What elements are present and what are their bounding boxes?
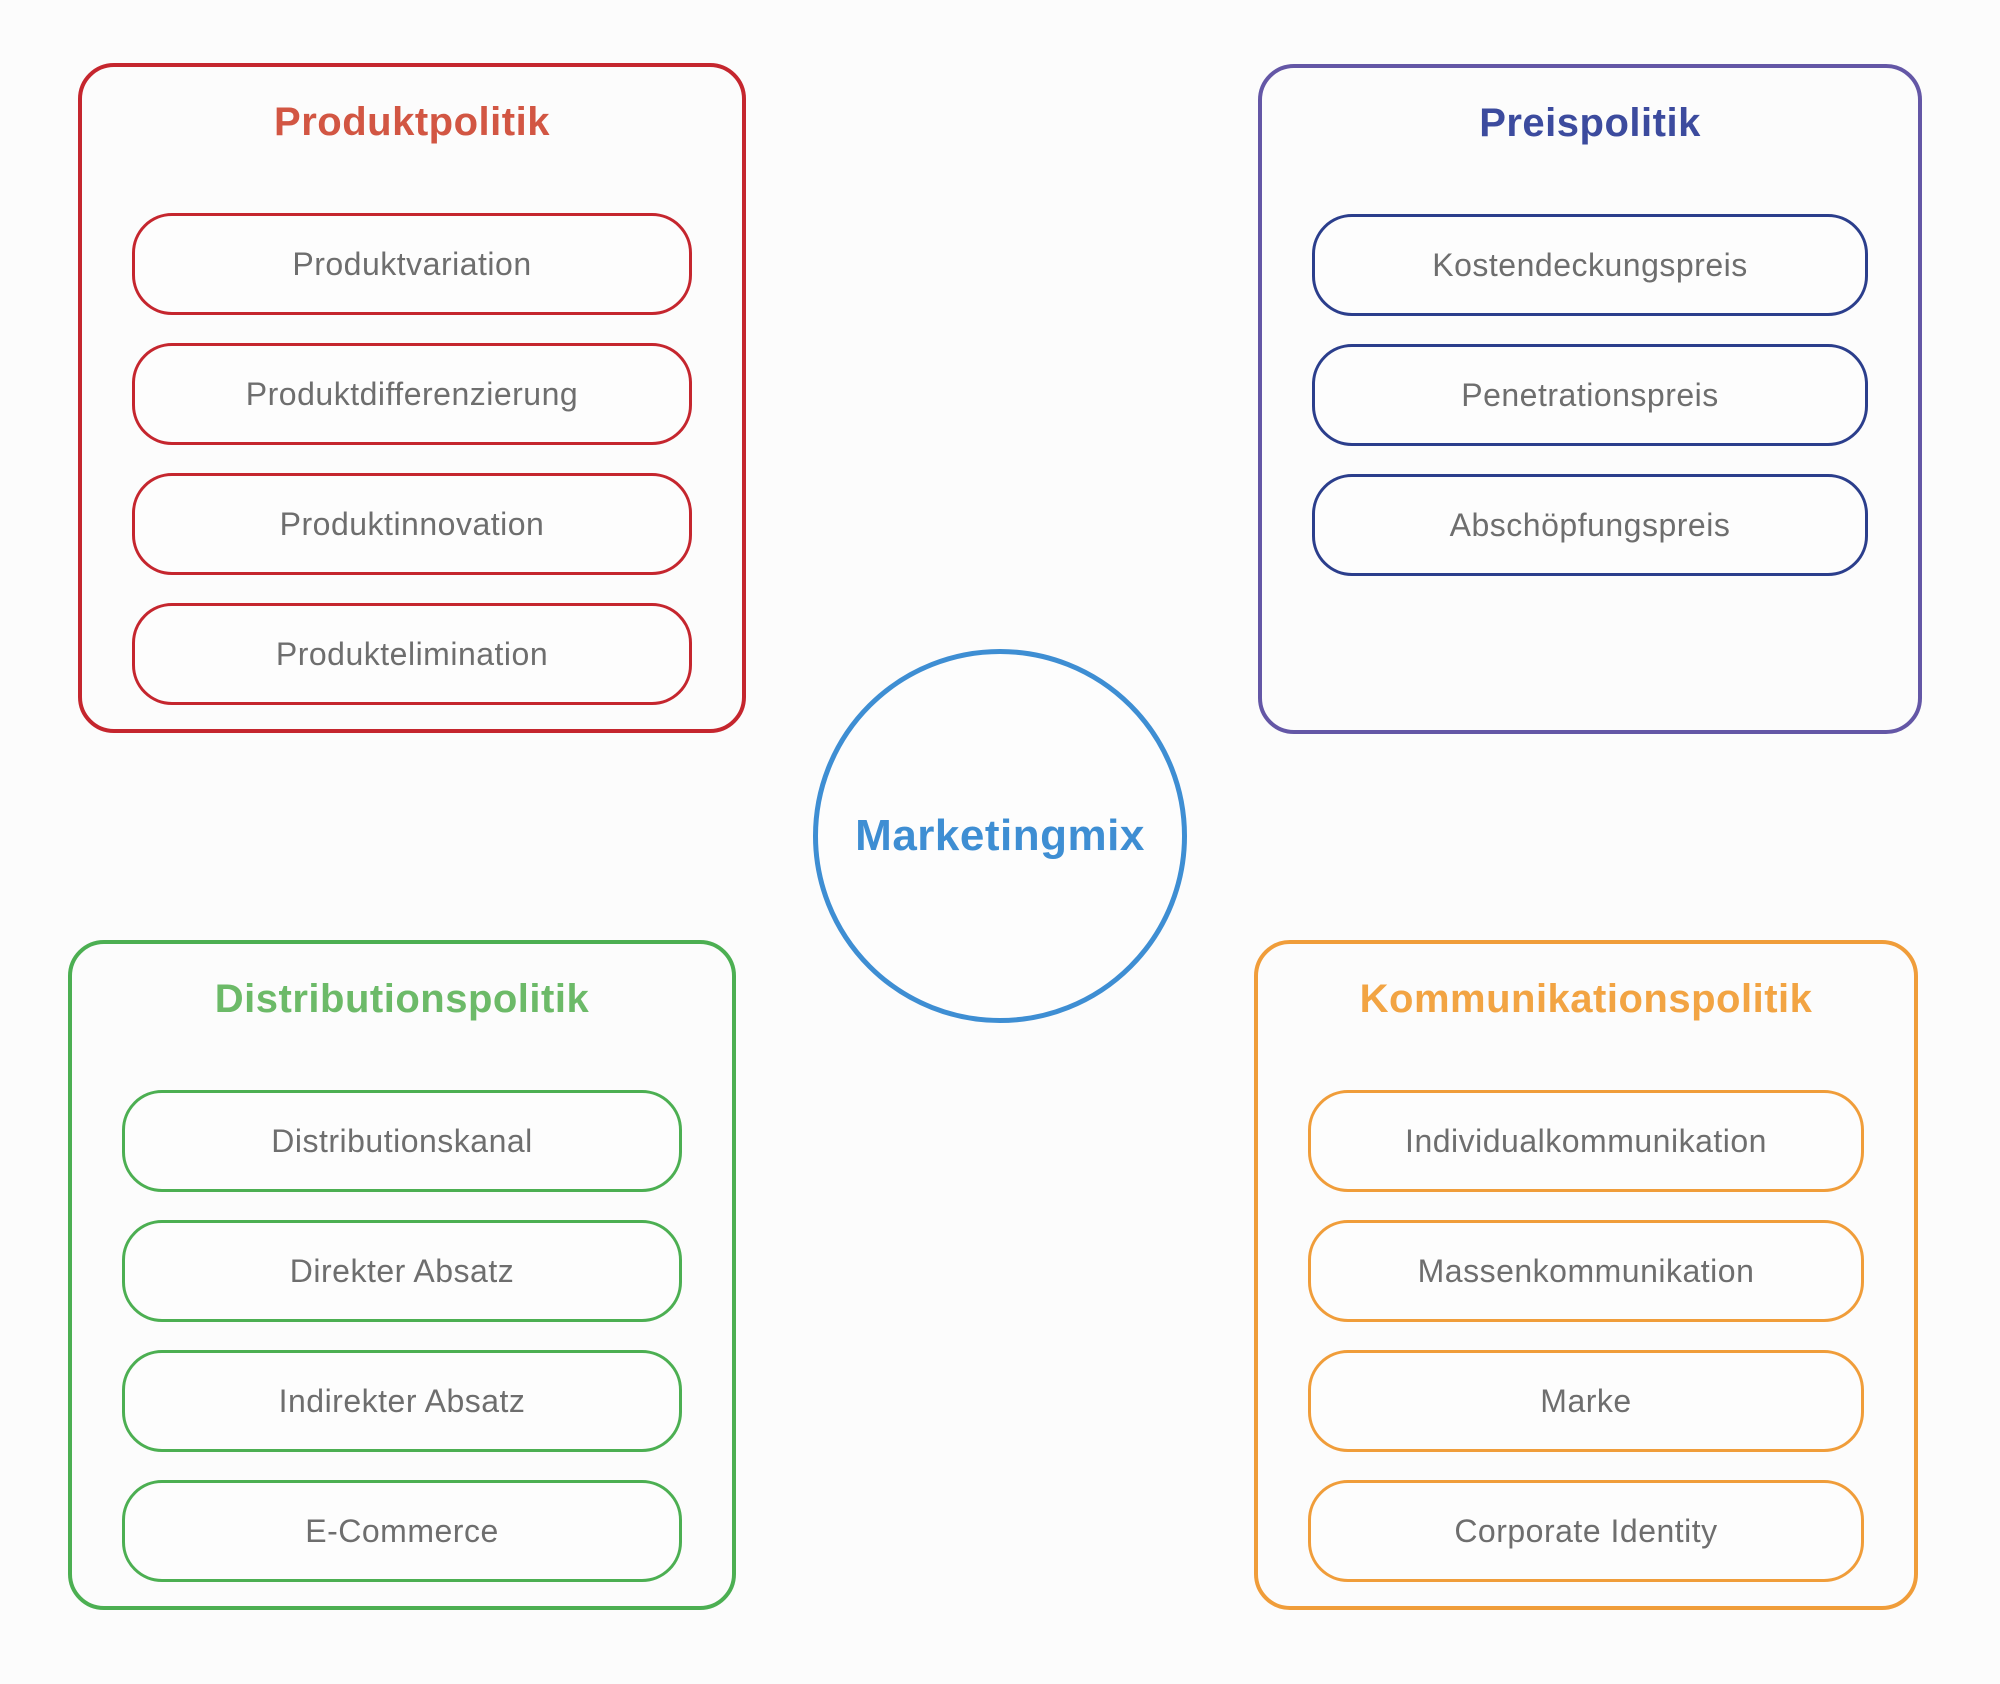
item-box [1312,214,1868,316]
quadrant-title-preispolitik: Preispolitik [1479,101,1701,145]
item-box [122,1220,682,1322]
item-box [132,343,692,445]
item-box [1308,1480,1864,1582]
item-box [1308,1220,1864,1322]
item-label: Produktinnovation [279,505,545,542]
item-box [132,473,692,575]
item-label: Abschöpfungspreis [1449,506,1731,543]
quadrant-items-preispolitik [1312,214,1868,576]
quadrant-items-distributionspolitik [122,1090,682,1582]
item-label: Kostendeckungspreis [1432,246,1748,283]
item-label: Indirekter Absatz [278,1382,526,1419]
quadrant-produktpolitik [78,63,746,733]
item-label: E-Commerce [305,1512,499,1549]
item-box [122,1090,682,1192]
item-label: Direkter Absatz [289,1252,515,1289]
item-box [1312,474,1868,576]
item-label: Individualkommunikation [1405,1122,1767,1159]
item-box [132,213,692,315]
item-label: Distributionskanal [271,1122,533,1159]
marketingmix-circle [813,649,1187,1023]
item-label: Penetrationspreis [1461,376,1719,413]
item-label: Marke [1540,1382,1632,1419]
quadrant-items-produktpolitik [132,213,692,705]
quadrant-items-kommunikationspolitik [1308,1090,1864,1582]
item-label: Produktvariation [292,245,532,282]
item-box [1308,1090,1864,1192]
item-label: Produktdifferenzierung [245,375,579,412]
item-box [122,1350,682,1452]
quadrant-title-distributionspolitik: Distributionspolitik [214,977,590,1021]
marketingmix-label: Marketingmix [855,811,1145,860]
item-box [132,603,692,705]
item-box [1308,1350,1864,1452]
item-label: Corporate Identity [1454,1512,1718,1549]
item-box [122,1480,682,1582]
item-box [1312,344,1868,446]
item-label: Produktelimination [275,635,549,672]
quadrant-title-produktpolitik: Produktpolitik [274,100,550,144]
quadrant-preispolitik [1258,64,1922,734]
quadrant-distributionspolitik [68,940,736,1610]
item-label: Massenkommunikation [1417,1252,1755,1289]
quadrant-title-kommunikationspolitik: Kommunikationspolitik [1359,977,1813,1021]
quadrant-kommunikationspolitik [1254,940,1918,1610]
